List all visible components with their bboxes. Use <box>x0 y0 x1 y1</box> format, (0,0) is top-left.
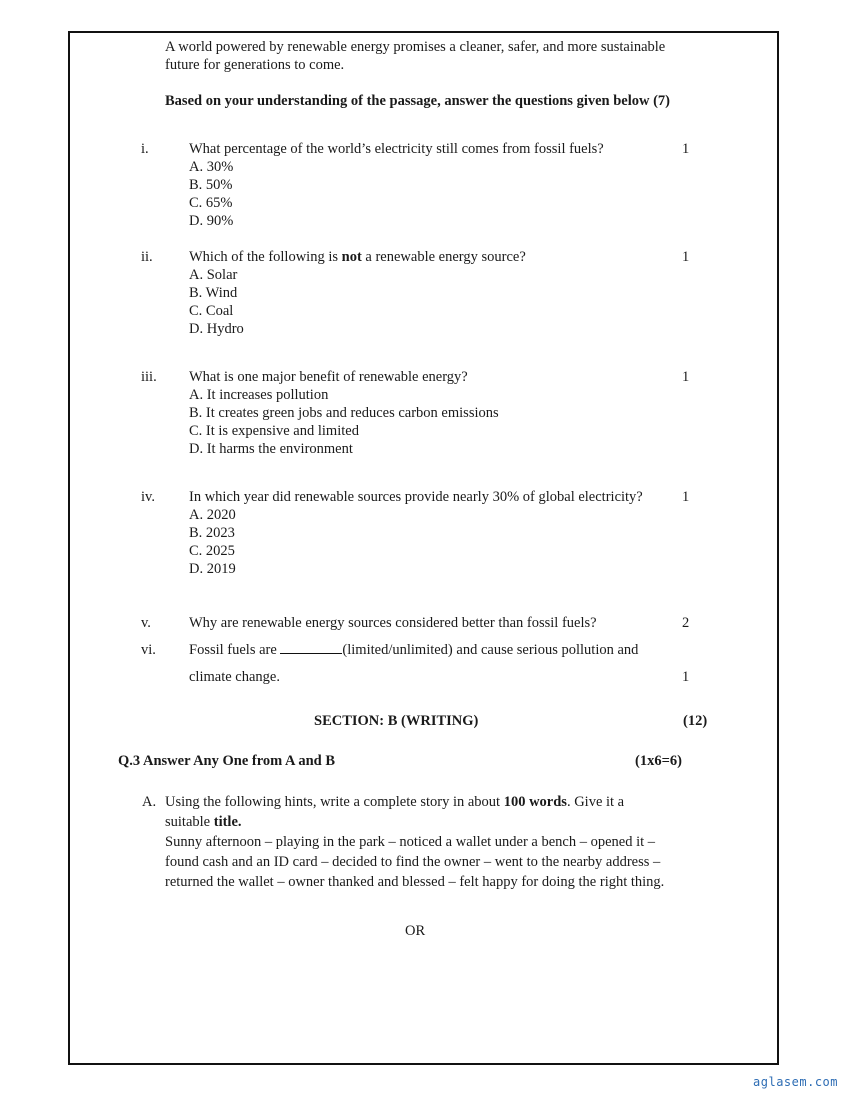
hint-line: found cash and an ID card – decided to find the owner – went to the nearby address – <box>165 854 661 870</box>
question-options <box>189 266 244 338</box>
question-marks: 1 <box>682 249 690 265</box>
question-text: In which year did renewable sources provide nearly 30% of global electricity? <box>189 489 643 505</box>
passage-line-2: future for generations to come. <box>165 57 345 73</box>
page-border <box>68 31 779 1065</box>
question-options <box>189 386 499 458</box>
question-text: What percentage of the world’s electricity still comes from fossil fuels? <box>189 141 604 157</box>
fill-in-blank <box>280 641 342 654</box>
option: D. 2019 <box>189 561 236 577</box>
question-marks: 2 <box>682 615 690 631</box>
section-title: SECTION: B (WRITING) <box>314 713 479 729</box>
question-number: i. <box>141 141 149 157</box>
option: A. Solar <box>189 267 238 283</box>
option: A. 30% <box>189 159 234 175</box>
question-number: iv. <box>141 489 155 505</box>
section-marks: (12) <box>683 713 708 729</box>
passage-line-1: A world powered by renewable energy promises a cleaner, safer, and more sustainable <box>165 39 666 55</box>
option: C. It is expensive and limited <box>189 423 359 439</box>
or-separator: OR <box>405 923 426 939</box>
option-a-line-2: suitable title. <box>165 814 242 830</box>
question-marks: 1 <box>682 141 690 157</box>
option: B. It creates green jobs and reduces carbon emissions <box>189 405 499 421</box>
question-number: ii. <box>141 249 153 265</box>
option: C. 2025 <box>189 543 235 559</box>
option: B. 50% <box>189 177 233 193</box>
option: C. Coal <box>189 303 234 319</box>
question-text: What is one major benefit of renewable energy? <box>189 369 468 385</box>
site-watermark: aglasem.com <box>753 1075 838 1089</box>
question-text: Which of the following is not a renewable energy source? <box>189 249 526 265</box>
question-number: vi. <box>141 642 156 658</box>
option-a-line-1: Using the following hints, write a complete story in about 100 words. Give it a <box>165 794 625 810</box>
question-options <box>189 158 233 230</box>
option: D. Hydro <box>189 321 244 337</box>
q3-title: Q.3 Answer Any One from A and B <box>118 753 336 769</box>
option-a-label: A. <box>142 794 157 810</box>
q3-marks: (1x6=6) <box>635 753 682 769</box>
question-text: Fossil fuels are (limited/unlimited) and cause serious pollution and <box>189 642 639 658</box>
option: C. 65% <box>189 195 233 211</box>
option: A. It increases pollution <box>189 387 329 403</box>
question-number: iii. <box>141 369 157 385</box>
question-number: v. <box>141 615 151 631</box>
hint-line: Sunny afternoon – playing in the park – noticed a wallet under a bench – opened it – <box>165 834 656 850</box>
instruction: Based on your understanding of the passage, answer the questions given below (7) <box>165 93 671 109</box>
question-options <box>189 506 236 578</box>
question-text: Why are renewable energy sources considered better than fossil fuels? <box>189 615 597 631</box>
question-marks: 1 <box>682 489 690 505</box>
option: D. 90% <box>189 213 234 229</box>
option: A. 2020 <box>189 507 236 523</box>
question-text-continued: climate change. <box>189 669 280 685</box>
option: B. 2023 <box>189 525 235 541</box>
question-marks: 1 <box>682 669 690 685</box>
option: B. Wind <box>189 285 238 301</box>
hint-line: returned the wallet – owner thanked and blessed – felt happy for doing the right thing. <box>165 874 665 890</box>
option: D. It harms the environment <box>189 441 353 457</box>
question-marks: 1 <box>682 369 690 385</box>
